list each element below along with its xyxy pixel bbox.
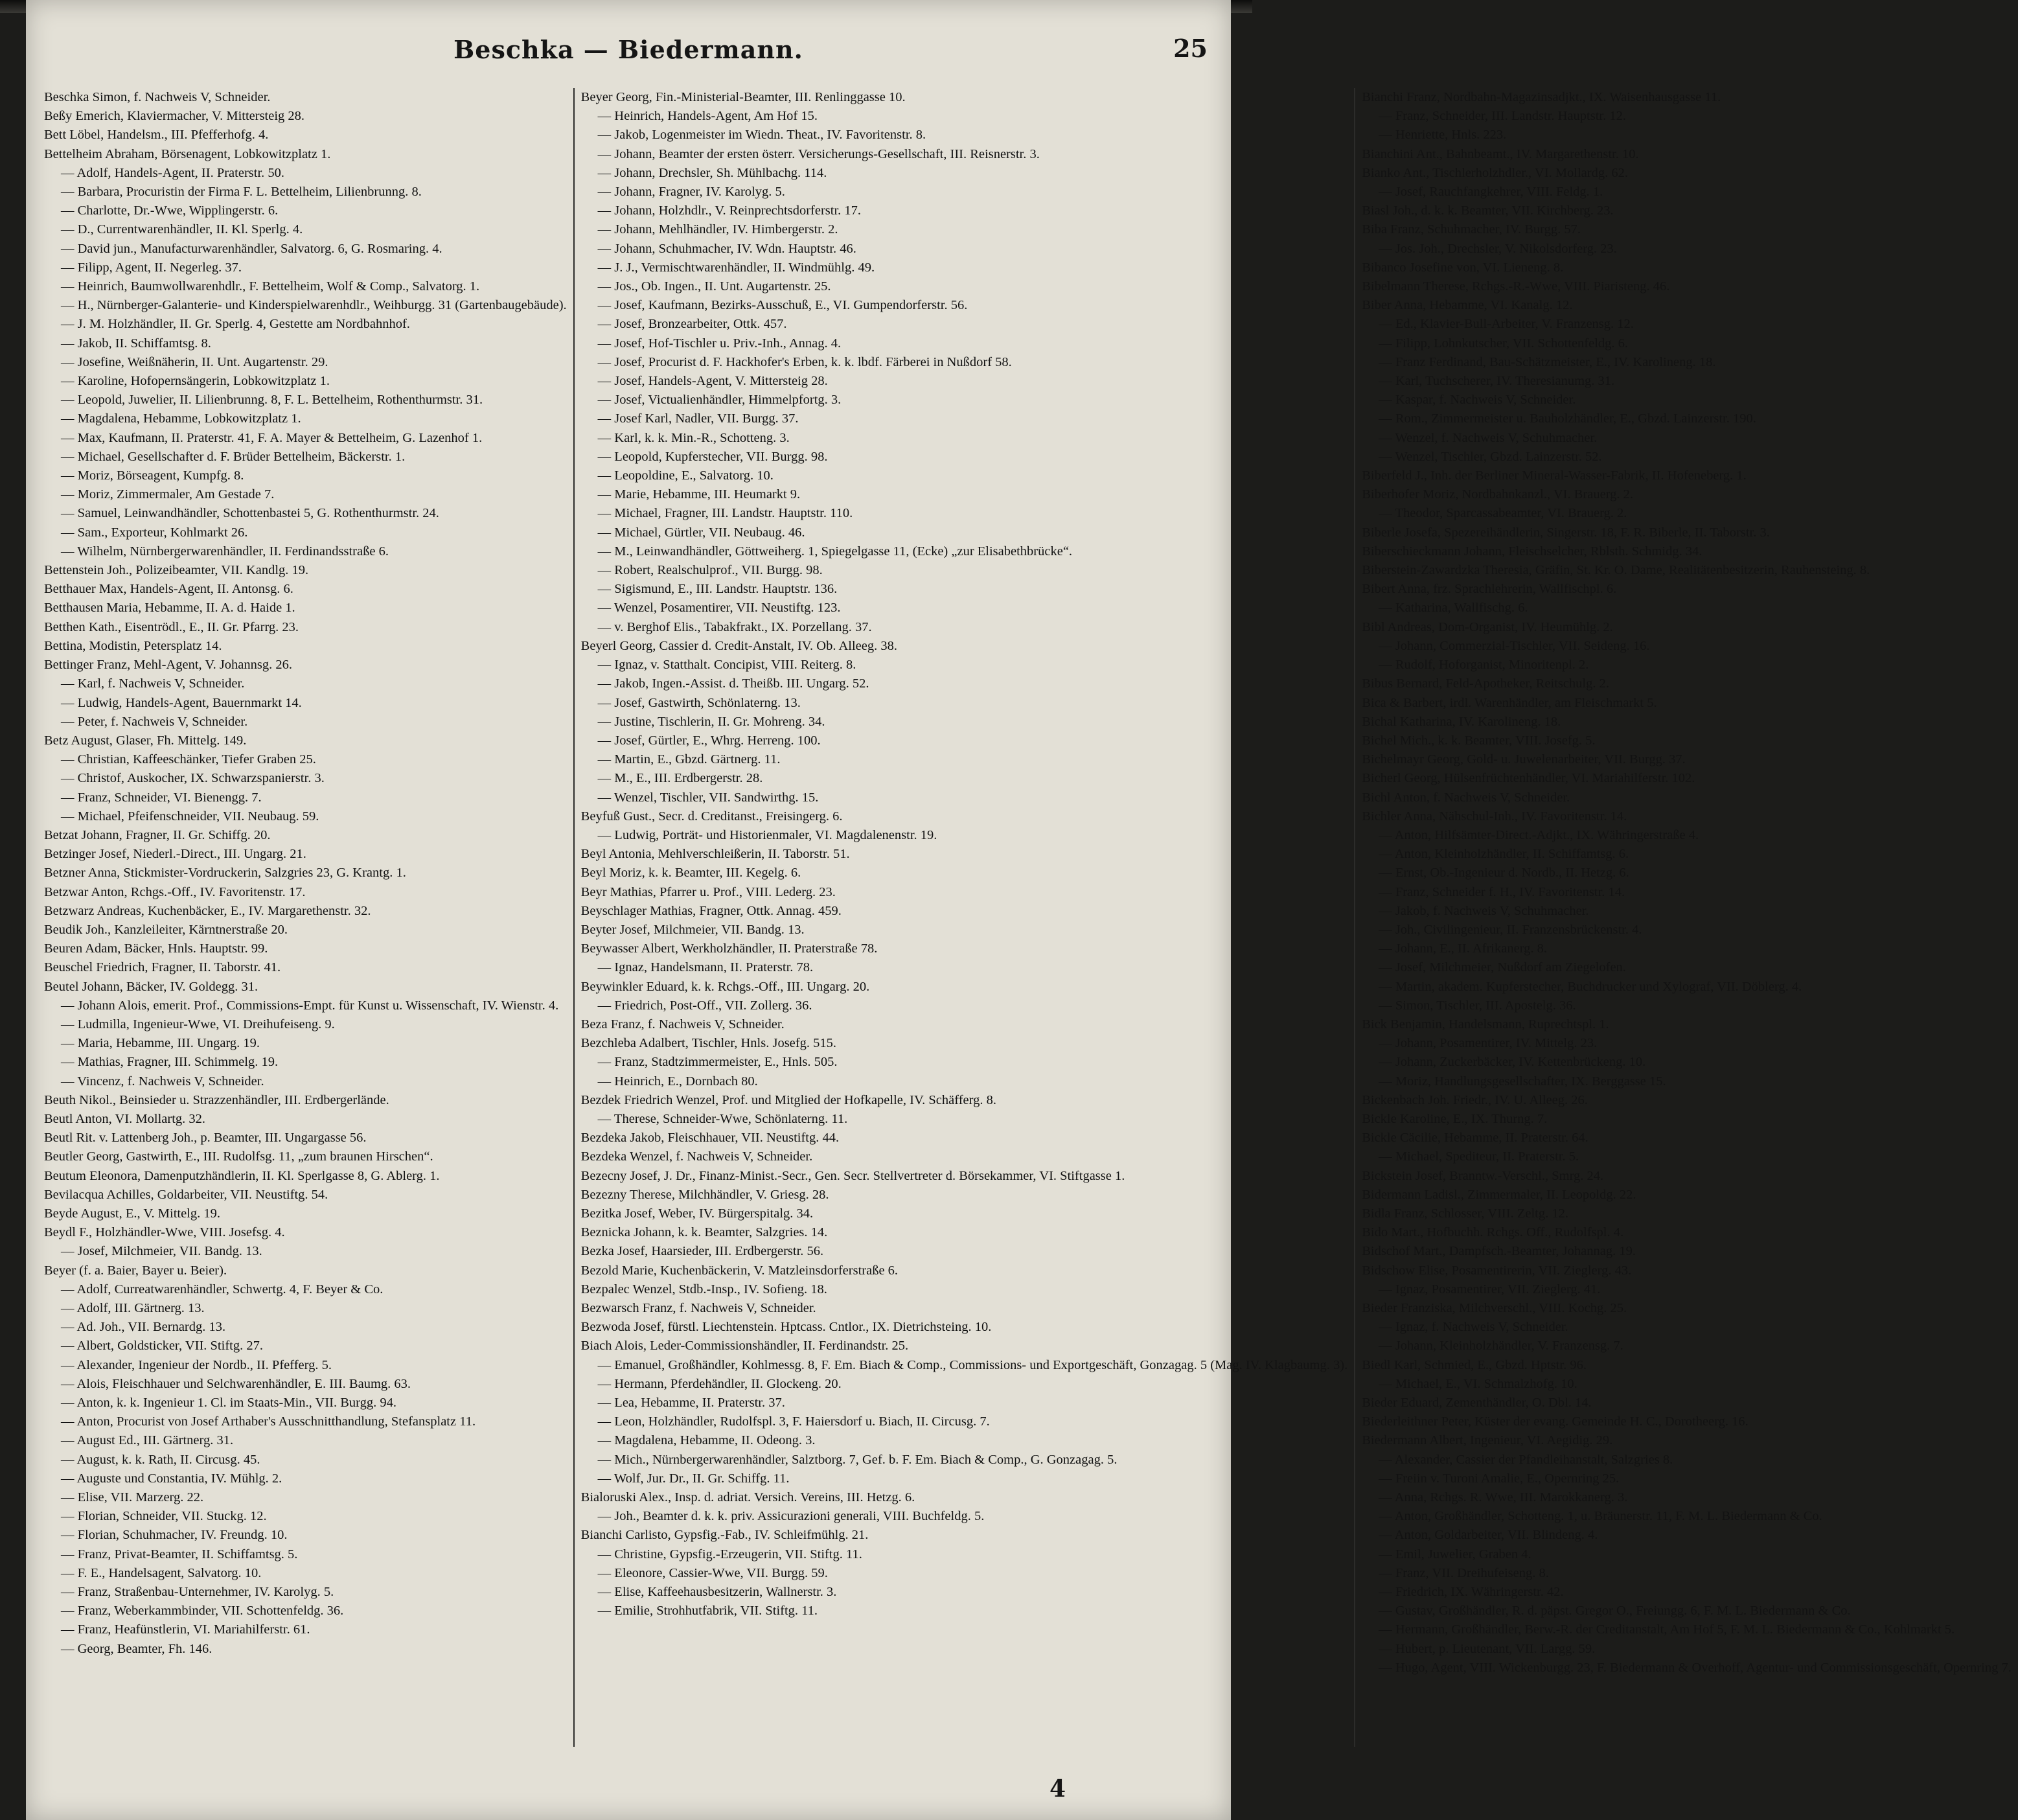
directory-entry: Bett Löbel, Handelsm., III. Pfefferhofg. 4. (44, 128, 269, 143)
directory-entry: Bianchini Ant., Bahnbeamt., IV. Margarethenstr. 10. (1362, 146, 1639, 161)
directory-entry: — Christine, Gypsfig.-Erzeugerin, VII. Stiftg. 11. (597, 1547, 862, 1561)
directory-entry: — Rom., Zimmermeister u. Bauholzhändler, E., Gbzd. Lainzerstr. 190. (1379, 411, 1756, 426)
directory-entry: Biberstein-Zawardzka Theresia, Gräfin, St. Kr. O. Dame, Realitätenbesitzerin, Rauhensteing. 8. (1362, 563, 1870, 578)
directory-entry: — Emanuel, Großhändler, Kohlmessg. 8, F. Em. Biach & Comp., Commissions- und Exportgeschäft, Gonzagag. 5 (Mag. IV. Klagbaumg. 3). (597, 1357, 1348, 1372)
directory-entry: — August, k. k. Rath, II. Circusg. 45. (61, 1452, 260, 1467)
directory-entry: Beznicka Johann, k. k. Beamter, Salzgries. 14. (580, 1225, 828, 1240)
directory-entry: Bickenbach Joh. Friedr., IV. U. Alleeg. 26. (1362, 1092, 1588, 1107)
directory-entry: — Florian, Schuhmacher, IV. Freundg. 10. (61, 1528, 288, 1543)
directory-entry: — Jakob, Ingen.-Assist. d. Theißb. III. Ungarg. 52. (597, 676, 869, 691)
directory-entry: Bibelmann Therese, Rchgs.-R.-Wwe, VIII. Piaristeng. 46. (1362, 279, 1670, 294)
directory-entry: Beyter Josef, Milchmeier, VII. Bandg. 13. (580, 922, 805, 937)
directory-entry: Bickle Cäcilie, Hebamme, II. Praterstr. 64. (1362, 1131, 1588, 1146)
directory-entry: — Emilie, Strohhutfabrik, VII. Stiftg. 11. (597, 1604, 818, 1618)
directory-entry: — Jakob, Logenmeister im Wiedn. Theat., IV. Favoritenstr. 8. (597, 128, 926, 143)
directory-entry: — Josef, Gürtler, E., Whrg. Herreng. 100. (597, 733, 821, 748)
directory-entry: — Johann Alois, emerit. Prof., Commissions-Empt. für Kunst u. Wissenschaft, IV. Wienstr. 4. (61, 998, 559, 1013)
directory-entry: — Adolf, Handels-Agent, II. Praterstr. 50. (61, 165, 285, 180)
directory-entry: — Johann, Commerzial-Tischler, VII. Seideng. 16. (1379, 638, 1650, 653)
directory-entry: — Johann, Schuhmacher, IV. Wdn. Hauptstr. 46. (597, 241, 856, 256)
directory-entry: Betz August, Glaser, Fh. Mittelg. 149. (44, 733, 247, 748)
directory-entry: — Karl, Tuchscherer, IV. Theresianumg. 31. (1379, 374, 1615, 389)
directory-entry: — Theodor, Sparcassabeamter, VI. Brauerg. 2. (1379, 506, 1627, 521)
directory-entry: Biberschieckmann Johann, Fleischselcher, Rblsth. Schmidg. 34. (1362, 544, 1703, 559)
directory-entry: Bianko Ant., Tischlerholzhdler., VI. Mollardg. 62. (1362, 165, 1628, 180)
directory-entry: Bianchi Franz, Nordbahn-Magazinsadjkt., IX. Waisenhausgasse 11. (1362, 90, 1721, 104)
directory-entry: — Elise, VII. Marzerg. 22. (61, 1490, 204, 1505)
directory-entry: Beuschel Friedrich, Fragner, II. Taborstr. 41. (44, 960, 281, 975)
page-number: 25 (1173, 34, 1208, 63)
directory-entry: Beudik Joh., Kanzleileiter, Kärntnerstraße 20. (44, 922, 288, 937)
directory-entry: — Wenzel, f. Nachweis V, Schuhmacher. (1379, 430, 1598, 445)
directory-entry: — Johann, Mehlhändler, IV. Himbergerstr. 2. (597, 222, 838, 237)
directory-entry: — Franz, Schneider, VI. Bienengg. 7. (61, 790, 262, 805)
directory-entry: — J. M. Holzhändler, II. Gr. Sperlg. 4, Gestette am Nordbahnhof. (61, 317, 410, 332)
directory-entry: — Ludwig, Handels-Agent, Bauernmarkt 14. (61, 695, 302, 710)
directory-entry: — Hugo, Agent, VIII. Wickenburgg. 23, F. Biedermann & Overhoff, Agentur- und Commissionsgeschäft, Opernring 7. (1379, 1660, 2012, 1675)
directory-entry: Bicherl Georg, Hülsenfrüchtenhändler, VI. Mariahilferstr. 102. (1362, 771, 1695, 786)
directory-entry: — Josef Karl, Nadler, VII. Burgg. 37. (597, 411, 799, 426)
directory-entry: — Charlotte, Dr.-Wwe, Wipplingerstr. 6. (61, 203, 279, 218)
directory-entry: — Michael, Fragner, III. Landstr. Hauptstr. 110. (597, 506, 853, 521)
directory-entry: — Josef, Handels-Agent, V. Mittersteig 28. (597, 374, 828, 389)
directory-entry: Beyer Georg, Fin.-Ministerial-Beamter, III. Renlinggasse 10. (580, 90, 906, 104)
directory-entry: — Elise, Kaffeehausbesitzerin, Wallnerstr. 3. (597, 1585, 837, 1600)
directory-entry: Bezpalec Wenzel, Stdb.-Insp., IV. Sofieng. 18. (580, 1282, 827, 1296)
directory-entry: — Alois, Fleischhauer und Selchwarenhändler, E. III. Baumg. 63. (61, 1376, 411, 1391)
directory-entry: — August Ed., III. Gärtnerg. 31. (61, 1433, 234, 1448)
directory-entry: Beyde August, E., V. Mittelg. 19. (44, 1206, 221, 1221)
directory-entry: — Ludwig, Porträt- und Historienmaler, VI. Magdalenenstr. 19. (597, 827, 937, 842)
directory-entry: — Jos. Joh., Drechsler, V. Nikolsdorferg. 23. (1379, 241, 1617, 256)
directory-entry: Bidla Franz, Schlosser, VIII. Zeltg. 12. (1362, 1206, 1568, 1221)
directory-entry: Biach Alois, Leder-Commissionshändler, II. Ferdinandstr. 25. (580, 1339, 909, 1353)
page-header (26, 31, 1231, 70)
directory-entry: Beywinkler Eduard, k. k. Rchgs.-Off., III. Ungarg. 20. (580, 979, 870, 994)
directory-entry: Betzat Johann, Fragner, II. Gr. Schiffg. 20. (44, 827, 271, 842)
directory-entry: Bezecny Josef, J. Dr., Finanz-Minist.-Secr., Gen. Secr. Stellvertreter d. Börsekammer, VI. Stiftgasse 1. (580, 1168, 1125, 1183)
directory-entry: Betthausen Maria, Hebamme, II. A. d. Haide 1. (44, 601, 295, 616)
signature-mark: 4 (1049, 1775, 1066, 1803)
directory-entry: Bettelheim Abraham, Börsenagent, Lobkowitzplatz 1. (44, 146, 331, 161)
directory-entry: — Maria, Hebamme, III. Ungarg. 19. (61, 1036, 260, 1051)
directory-entry: — v. Berghof Elis., Tabakfrakt., IX. Porzellang. 37. (597, 619, 872, 634)
directory-entry: Beyerl Georg, Cassier d. Credit-Anstalt, IV. Ob. Alleeg. 38. (580, 638, 897, 653)
directory-entry: Betzwarz Andreas, Kuchenbäcker, E., IV. Margarethenstr. 32. (44, 903, 371, 918)
directory-entry: Beyr Mathias, Pfarrer u. Prof., VIII. Lederg. 23. (580, 884, 836, 899)
directory-entry: — Justine, Tischlerin, II. Gr. Mohreng. 34. (597, 714, 825, 729)
column-middle (575, 88, 1356, 1747)
directory-entry: Beschka Simon, f. Nachweis V, Schneider. (44, 90, 271, 104)
directory-entry: — Johann, Kleinholzhändler, V. Franzensg. 7. (1379, 1339, 1623, 1353)
directory-entry: Bezwoda Josef, fürstl. Liechtenstein. Hptcass. Cntlor., IX. Dietrichsteing. 10. (580, 1320, 992, 1335)
directory-entry: — F. E., Handelsagent, Salvatorg. 10. (61, 1565, 262, 1580)
directory-entry: — Heinrich, Handels-Agent, Am Hof 15. (597, 109, 818, 124)
directory-entry: Betzwar Anton, Rchgs.-Off., IV. Favoritenstr. 17. (44, 884, 306, 899)
directory-entry: Bickstein Josef, Branntw.-Verschl., Smrg. 24. (1362, 1168, 1604, 1183)
directory-entry: — Emil, Juwelier, Graben 4. (1379, 1547, 1531, 1561)
directory-entry: — Franz, VII. Dreihufeiseng. 8. (1379, 1565, 1549, 1580)
directory-entry: — Franz, Schneider, III. Landstr. Hauptstr. 12. (1379, 109, 1626, 124)
directory-entry: — Michael, E., VI. Schmalzhofg. 10. (1379, 1376, 1577, 1391)
directory-entry: — Josefine, Weißnäherin, II. Unt. Augartenstr. 29. (61, 354, 328, 369)
directory-entry: — Vincenz, f. Nachweis V, Schneider. (61, 1074, 264, 1089)
directory-entry: — Alexander, Cassier der Pfandleihanstalt, Salzgries 8. (1379, 1452, 1673, 1467)
directory-entry: — Joh., Civilingenieur, II. Franzensbrückenstr. 4. (1379, 922, 1642, 937)
directory-entry: — Josef, Kaufmann, Bezirks-Ausschuß, E., VI. Gumpendorferstr. 56. (597, 298, 968, 313)
directory-entry: Bezitka Josef, Weber, IV. Bürgerspitalg. 34. (580, 1206, 814, 1221)
directory-entry: Bevilacqua Achilles, Goldarbeiter, VII. Neustiftg. 54. (44, 1187, 328, 1202)
directory-entry: — Johann, Holzhdlr., V. Reinprechtsdorferstr. 17. (597, 203, 862, 218)
directory-entry: — Josef, Milchmeier, VII. Bandg. 13. (61, 1244, 262, 1259)
directory-entry: — Johann, Posamentirer, IV. Mittelg. 23. (1379, 1036, 1598, 1051)
directory-entry: Betzinger Josef, Niederl.-Direct., III. Ungarg. 21. (44, 847, 306, 862)
directory-entry: — Michael, Gürtler, VII. Neubaug. 46. (597, 525, 805, 540)
directory-entry: — Johann, Drechsler, Sh. Mühlbachg. 114. (597, 165, 827, 180)
directory-entry: Biasl Joh., d. k. k. Beamter, VII. Kirchberg. 23. (1362, 203, 1614, 218)
directory-entry: Beutl Rit. v. Lattenberg Joh., p. Beamter, III. Ungargasse 56. (44, 1131, 367, 1146)
directory-entry: — Franz, Privat-Beamter, II. Schiffamtsg. 5. (61, 1547, 298, 1561)
directory-entry: — Robert, Realschulprof., VII. Burgg. 98. (597, 563, 823, 578)
directory-entry: Bettina, Modistin, Petersplatz 14. (44, 638, 222, 653)
directory-entry: — Moriz, Börseagent, Kumpfg. 8. (61, 468, 244, 483)
directory-entry: Beutler Georg, Gastwirth, E., III. Rudolfsg. 11, „zum braunen Hirschen“. (44, 1149, 433, 1164)
directory-entry: — Sam., Exporteur, Kohlmarkt 26. (61, 525, 248, 540)
directory-entry: Bido Mart., Hofbuchh. Rchgs. Off., Rudolfspl. 4. (1362, 1225, 1624, 1240)
directory-entry: — Josef, Victualienhändler, Himmelpfortg. 3. (597, 393, 842, 408)
directory-entry: — Johann, Zuckerbäcker, IV. Kettenbrückeng. 10. (1379, 1055, 1646, 1070)
directory-entry: — Florian, Schneider, VII. Stuckg. 12. (61, 1509, 267, 1524)
directory-entry: Bezwarsch Franz, f. Nachweis V, Schneider. (580, 1301, 816, 1315)
directory-entry: Beutl Anton, VI. Mollartg. 32. (44, 1111, 206, 1126)
directory-entry: — Josef, Rauchfangkehrer, VIII. Feldg. 1. (1379, 185, 1603, 200)
directory-entry: — Anton, Procurist von Josef Arthaber's Ausschnitthandlung, Stefansplatz 11. (61, 1414, 476, 1429)
directory-entry: — Sigismund, E., III. Landstr. Hauptstr. 136. (597, 582, 838, 597)
directory-entry: — Jos., Ob. Ingen., II. Unt. Augartenstr. 25. (597, 279, 831, 294)
directory-entry: Bezdeka Wenzel, f. Nachweis V, Schneider. (580, 1149, 813, 1164)
directory-entry: — Wenzel, Tischler, Gbzd. Lainzerstr. 52. (1379, 449, 1602, 464)
directory-entry: — J. J., Vermischtwarenhändler, II. Windmühlg. 49. (597, 260, 875, 275)
directory-entry: — Leopoldine, E., Salvatorg. 10. (597, 468, 774, 483)
directory-entry: — Michael, Spediteur, II. Praterstr. 5. (1379, 1149, 1579, 1164)
directory-entry: Bieder Eduard, Zementhändler, O. Dbl. 14. (1362, 1396, 1592, 1411)
directory-entry: — Heinrich, E., Dornbach 80. (597, 1074, 758, 1089)
directory-entry: — Friedrich, IX. Währingerstr. 42. (1379, 1585, 1564, 1600)
directory-entry: Bezchleba Adalbert, Tischler, Hnls. Josefg. 515. (580, 1036, 836, 1051)
column-left (38, 88, 575, 1747)
directory-entry: Biber Anna, Hebamme, VI. Kanalg. 12. (1362, 298, 1573, 313)
directory-entry: — Leon, Holzhändler, Rudolfspl. 3, F. Haiersdorf u. Biach, II. Circusg. 7. (597, 1414, 990, 1429)
directory-entry: Bica & Barbert, irdl. Warenhändler, am Fleischmarkt 5. (1362, 695, 1657, 710)
directory-entry: Bettinger Franz, Mehl-Agent, V. Johannsg. 26. (44, 658, 293, 673)
directory-entry: Biba Franz, Schuhmacher, IV. Burgg. 57. (1362, 222, 1581, 237)
directory-entry: — Alexander, Ingenieur der Nordb., II. Pfefferg. 5. (61, 1357, 332, 1372)
directory-entry: Biberfeld J., Inh. der Berliner Mineral-Wasser-Fabrik, II. Hofeneberg. 1. (1362, 468, 1747, 483)
directory-entry: — Josef, Gastwirth, Schönlaterng. 13. (597, 695, 801, 710)
directory-entry: — Johann, Fragner, IV. Karolyg. 5. (597, 185, 785, 200)
directory-entry: — Katharina, Wallfischg. 6. (1379, 601, 1528, 616)
directory-entry: — Max, Kaufmann, II. Praterstr. 41, F. A. Mayer & Bettelheim, G. Lazenhof 1. (61, 430, 483, 445)
directory-entry: — Eleonore, Cassier-Wwe, VII. Burgg. 59. (597, 1565, 828, 1580)
directory-entry: — Josef, Hof-Tischler u. Priv.-Inh., Annag. 4. (597, 336, 842, 351)
directory-entry: Bichal Katharina, IV. Karolineng. 18. (1362, 714, 1561, 729)
directory-entry: Bibert Anna, frz. Sprachlehrerin, Wallfischpl. 6. (1362, 582, 1617, 597)
directory-entry: Bezdek Friedrich Wenzel, Prof. und Mitglied der Hofkapelle, IV. Schäfferg. 8. (580, 1092, 996, 1107)
directory-entry: — M., Leinwandhändler, Göttweiherg. 1, Spiegelgasse 11, (Ecke) „zur Elisabethbrücke“. (597, 544, 1073, 559)
directory-entry: Biedermann Albert, Ingenieur, VI. Aegidig. 29. (1362, 1433, 1613, 1448)
directory-entry: Beßy Emerich, Klaviermacher, V. Mittersteig 28. (44, 109, 305, 124)
directory-entry: — Karl, k. k. Min.-R., Schotteng. 3. (597, 430, 790, 445)
directory-entry: Beuren Adam, Bäcker, Hnls. Hauptstr. 99. (44, 941, 268, 956)
directory-entry: — Friedrich, Post-Off., VII. Zollerg. 36. (597, 998, 812, 1013)
directory-entry: — Ed., Klavier-Bull-Arbeiter, V. Franzensg. 12. (1379, 317, 1634, 332)
directory-entry: Bichelmayr Georg, Gold- u. Juwelenarbeiter, VII. Burgg. 37. (1362, 752, 1686, 767)
directory-entry: — Heinrich, Baumwollwarenhdlr., F. Bettelheim, Wolf & Comp., Salvatorg. 1. (61, 279, 480, 294)
directory-entry: Bettenstein Joh., Polizeibeamter, VII. Kandlg. 19. (44, 563, 309, 578)
directory-entry: — Anton, Goldarbeiter, VII. Blindeng. 4. (1379, 1528, 1598, 1543)
directory-entry: — Wilhelm, Nürnbergerwarenhändler, II. Ferdinandsstraße 6. (61, 544, 389, 559)
directory-entry: — Anna, Rchgs. R. Wwe, III. Marokkanerg. 3. (1379, 1490, 1628, 1505)
directory-entry: — Jakob, II. Schiffamtsg. 8. (61, 336, 211, 351)
directory-entry: — Ludmilla, Ingenieur-Wwe, VI. Dreihufeiseng. 9. (61, 1017, 335, 1031)
directory-entry: — H., Nürnberger-Galanterie- und Kinderspielwarenhdlr., Weihburgg. 31 (Gartenbaugebäude). (61, 298, 567, 313)
directory-entry: — Franz, Weberkammbinder, VII. Schottenfeldg. 36. (61, 1604, 344, 1618)
directory-entry: Biedl Karl, Schmied, E., Gbzd. Hptstr. 96. (1362, 1357, 1587, 1372)
directory-columns (38, 88, 2012, 1747)
directory-entry: — Freiin v. Turoni Amalie, E., Opernring 25. (1379, 1471, 1620, 1486)
directory-entry: Betzner Anna, Stickmister-Vordruckerin, Salzgries 23, G. Krantg. 1. (44, 866, 406, 881)
directory-entry: — Georg, Beamter, Fh. 146. (61, 1641, 212, 1656)
page-title: Beschka — Biedermann. (453, 35, 803, 64)
directory-entry: — Lea, Hebamme, II. Praterstr. 37. (597, 1396, 785, 1411)
directory-entry: — Michael, Pfeifenschneider, VII. Neubaug. 59. (61, 809, 319, 824)
directory-entry: Bezdeka Jakob, Fleischhauer, VII. Neustiftg. 44. (580, 1131, 840, 1146)
directory-entry: — Wenzel, Tischler, VII. Sandwirthg. 15. (597, 790, 819, 805)
directory-entry: Beydl F., Holzhändler-Wwe, VIII. Josefsg. 4. (44, 1225, 285, 1240)
directory-entry: Bichler Anna, Nähschul-Inh., IV. Favoritenstr. 14. (1362, 809, 1627, 824)
directory-entry: — Ernst, Ob.-Ingenieur d. Nordb., II. Hetzg. 6. (1379, 866, 1629, 881)
directory-entry: — Martin, akadem. Kupferstecher, Buchdrucker und Xylograf, VII. Döblerg. 4. (1379, 979, 1802, 994)
directory-entry: Bezezny Therese, Milchhändler, V. Griesg. 28. (580, 1187, 829, 1202)
directory-entry: — Albert, Goldsticker, VII. Stiftg. 27. (61, 1339, 263, 1353)
directory-entry: — Martin, E., Gbzd. Gärtnerg. 11. (597, 752, 781, 767)
directory-entry: — Mathias, Fragner, III. Schimmelg. 19. (61, 1055, 279, 1070)
directory-entry: — Anton, Kleinholzhändler, II. Schiffamtsg. 6. (1379, 847, 1629, 862)
directory-entry: — Wolf, Jur. Dr., II. Gr. Schiffg. 11. (597, 1471, 790, 1486)
directory-entry: — Josef, Procurist d. F. Hackhofer's Erben, k. k. lbdf. Färberei in Nußdorf 58. (597, 354, 1012, 369)
directory-entry: — Leopold, Juwelier, II. Lilienbrunng. 8, F. L. Bettelheim, Rothenthurmstr. 31. (61, 393, 483, 408)
directory-entry: — Karl, f. Nachweis V, Schneider. (61, 676, 245, 691)
directory-entry: — Anton, Großhändler, Schotteng. 1, u. Bräunerstr. 11, F. M. L. Biedermann & Co. (1379, 1509, 1822, 1524)
directory-entry: Beutel Johann, Bäcker, IV. Goldegg. 31. (44, 979, 258, 994)
directory-entry: Beyer (f. a. Baier, Bayer u. Beier). (44, 1263, 227, 1278)
directory-entry: — Filipp, Lohnkutscher, VII. Schottenfeldg. 6. (1379, 336, 1629, 351)
directory-entry: — Leopold, Kupferstecher, VII. Burgg. 98. (597, 449, 828, 464)
directory-entry: Bidschow Elise, Posamentirerin, VII. Zieglerg. 43. (1362, 1263, 1632, 1278)
directory-entry: — Adolf, Curreatwarenhändler, Schwertg. 4, F. Beyer & Co. (61, 1282, 384, 1296)
directory-entry: Betthauer Max, Handels-Agent, II. Antonsg. 6. (44, 582, 293, 597)
directory-entry: Bichl Anton, f. Nachweis V, Schneider. (1362, 790, 1570, 805)
directory-entry: — Franz, Straßenbau-Unternehmer, IV. Karolyg. 5. (61, 1585, 334, 1600)
directory-entry: — Filipp, Agent, II. Negerleg. 37. (61, 260, 242, 275)
directory-entry: — Karoline, Hofopernsängerin, Lobkowitzplatz 1. (61, 374, 330, 389)
directory-entry: — Therese, Schneider-Wwe, Schönlaterng. 11. (597, 1111, 848, 1126)
directory-entry: Beywasser Albert, Werkholzhändler, II. Praterstraße 78. (580, 941, 878, 956)
directory-entry: — Ignaz, Handelsmann, II. Praterstr. 78. (597, 960, 814, 975)
directory-entry: Beyfuß Gust., Secr. d. Creditanst., Freisingerg. 6. (580, 809, 843, 824)
directory-entry: Bezka Josef, Haarsieder, III. Erdbergerstr. 56. (580, 1244, 824, 1259)
directory-entry: — Rudolf, Hoforganist, Minoritenpl. 2. (1379, 658, 1589, 673)
directory-entry: Bibl Andreas, Dom-Organist, IV. Heumühlg. 2. (1362, 619, 1613, 634)
directory-entry: — Marie, Hebamme, III. Heumarkt 9. (597, 487, 801, 502)
directory-entry: — Ad. Joh., VII. Bernardg. 13. (61, 1320, 226, 1335)
directory-entry: Biederleithner Peter, Küster der evang. Gemeinde H. C., Dorotheerg. 16. (1362, 1414, 1749, 1429)
directory-entry: — Magdalena, Hebamme, II. Odeong. 3. (597, 1433, 816, 1448)
directory-entry: Bidermann Ladisl., Zimmermaler, II. Leopoldg. 22. (1362, 1187, 1636, 1202)
directory-entry: Beza Franz, f. Nachweis V, Schneider. (580, 1017, 785, 1031)
directory-entry: — Josef, Bronzearbeiter, Ottk. 457. (597, 317, 787, 332)
directory-entry: Beyl Moriz, k. k. Beamter, III. Kegelg. 6. (580, 866, 801, 881)
directory-entry: — Barbara, Procuristin der Firma F. L. Bettelheim, Lilienbrunng. 8. (61, 185, 422, 200)
directory-entry: — Moriz, Zimmermaler, Am Gestade 7. (61, 487, 275, 502)
directory-entry: Bianchi Carlisto, Gypsfig.-Fab., IV. Schleifmühlg. 21. (580, 1528, 869, 1543)
directory-entry: Beyschlager Mathias, Fragner, Ottk. Annag. 459. (580, 903, 842, 918)
directory-entry: — Ignaz, f. Nachweis V, Schneider. (1379, 1320, 1568, 1335)
directory-entry: — Simon, Tischler, III. Apostelg. 36. (1379, 998, 1576, 1013)
directory-entry: Bezold Marie, Kuchenbäckerin, V. Matzleinsdorferstraße 6. (580, 1263, 899, 1278)
directory-entry: — Franz, Stadtzimmermeister, E., Hnls. 505. (597, 1055, 838, 1070)
directory-entry: — D., Currentwarenhändler, II. Kl. Sperlg. 4. (61, 222, 303, 237)
directory-entry: — Johann, Beamter der ersten österr. Versicherungs-Gesellschaft, III. Reisnerstr. 3. (597, 146, 1040, 161)
directory-entry: — Henriette, Hnls. 223. (1379, 128, 1507, 143)
directory-entry: Bibus Bernard, Feld-Apotheker, Reitschulg. 2. (1362, 676, 1609, 691)
directory-entry: — Joh., Beamter d. k. k. priv. Assicurazioni generali, VIII. Buchfeldg. 5. (597, 1509, 985, 1524)
directory-entry: Bickle Karoline, E., IX. Thurng. 7. (1362, 1111, 1548, 1126)
directory-entry: — Josef, Milchmeier, Nußdorf am Ziegelofen. (1379, 960, 1626, 975)
directory-entry: Biberle Josefa, Spezereihändlerin, Singerstr. 18, F. R. Biberle, II. Taborstr. 3. (1362, 525, 1770, 540)
directory-entry: — Hermann, Großhändler, Berw.-R. der Creditanstalt, Am Hof 5, F. M. L. Biedermann & Co., Kohlmarkt 5. (1379, 1622, 1955, 1637)
directory-entry: — Christian, Kaffeeschänker, Tiefer Graben 25. (61, 752, 316, 767)
column-right (1355, 88, 2018, 1747)
directory-entry: Beuth Nikol., Beinsieder u. Strazzenhändler, III. Erdbergerlände. (44, 1092, 389, 1107)
directory-entry: Bieder Franziska, Milchverschl., VIII. Kochg. 25. (1362, 1301, 1627, 1315)
directory-entry: — Franz, Schneider f. H., IV. Favoritenstr. 14. (1379, 884, 1625, 899)
directory-entry: — Hubert, p. Lieutenant, VII. Largg. 59. (1379, 1641, 1596, 1656)
directory-entry: — Adolf, III. Gärtnerg. 13. (61, 1301, 205, 1315)
directory-entry: — Anton, Hilfsämter-Direct.-Adjkt., IX. Währingerstraße 4. (1379, 827, 1699, 842)
directory-entry: — Jakob, f. Nachweis V, Schuhmacher. (1379, 903, 1589, 918)
directory-entry: — Gustav, Großhändler, R. d. päpst. Gregor O., Freiungg. 6, F. M. L. Biedermann & Co. (1379, 1604, 1851, 1618)
directory-entry: — Franz Ferdinand, Bau-Schätzmeister, E., IV. Karolineng. 18. (1379, 354, 1716, 369)
directory-entry: Bibanco Josefine von, VI. Lieneng. 8. (1362, 260, 1564, 275)
directory-entry: — Ignaz, v. Statthalt. Concipist, VIII. Reiterg. 8. (597, 658, 856, 673)
directory-entry: — Moriz, Handlungsgesellschafter, IX. Berggasse 15. (1379, 1074, 1666, 1089)
directory-entry: Beyl Antonia, Mehlverschleißerin, II. Taborstr. 51. (580, 847, 850, 862)
directory-entry: — Peter, f. Nachweis V, Schneider. (61, 714, 248, 729)
directory-entry: Bichel Mich., k. k. Beamter, VIII. Josefg. 5. (1362, 733, 1596, 748)
directory-entry: — Johann, E., II. Afrikanerg. 8. (1379, 941, 1548, 956)
directory-entry: — Ignaz, Posamentirer, VII. Zieglerg. 41. (1379, 1282, 1601, 1296)
directory-entry: Bidschof Mart., Dampfsch.-Beamter, Johannag. 19. (1362, 1244, 1636, 1259)
directory-entry: — Magdalena, Hebamme, Lobkowitzplatz 1. (61, 411, 301, 426)
directory-entry: — Auguste und Constantia, IV. Mühlg. 2. (61, 1471, 282, 1486)
directory-entry: — David jun., Manufacturwarenhändler, Salvatorg. 6, G. Rosmaring. 4. (61, 241, 442, 256)
directory-entry: — Anton, k. k. Ingenieur 1. Cl. im Staats-Min., VII. Burgg. 94. (61, 1396, 396, 1411)
directory-entry: — Michael, Gesellschafter d. F. Brüder Bettelheim, Bäckerstr. 1. (61, 449, 406, 464)
directory-entry: Beutum Eleonora, Damenputzhändlerin, II. Kl. Sperlgasse 8, G. Ablerg. 1. (44, 1168, 440, 1183)
directory-entry: Biberhofer Moriz, Nordbahnkanzl., VI. Brauerg. 2. (1362, 487, 1634, 502)
directory-entry: — Samuel, Leinwandhändler, Schottenbastei 5, G. Rothenthurmstr. 24. (61, 506, 439, 521)
directory-entry: — M., E., III. Erdbergerstr. 28. (597, 771, 763, 786)
directory-entry: — Wenzel, Posamentirer, VII. Neustiftg. 123. (597, 601, 841, 616)
directory-entry: — Christof, Auskocher, IX. Schwarzspanierstr. 3. (61, 771, 325, 786)
directory-entry: — Hermann, Pferdehändler, II. Glockeng. 20. (597, 1376, 842, 1391)
directory-entry: Bialoruski Alex., Insp. d. adriat. Versich. Vereins, III. Hetzg. 6. (580, 1490, 915, 1505)
directory-entry: — Mich., Nürnbergerwarenhändler, Salztborg. 7, Gef. b. F. Em. Biach & Comp., G. Gonzagag. 5. (597, 1452, 1118, 1467)
directory-entry: Betthen Kath., Eisentrödl., E., II. Gr. Pfarrg. 23. (44, 619, 299, 634)
directory-entry: — Franz, Heafünstlerin, VI. Mariahilferstr. 61. (61, 1622, 310, 1637)
directory-entry: — Kaspar, f. Nachweis V, Schneider. (1379, 393, 1576, 408)
directory-entry: Bick Benjamin, Handelsmann, Ruprechtspl. 1. (1362, 1017, 1609, 1031)
